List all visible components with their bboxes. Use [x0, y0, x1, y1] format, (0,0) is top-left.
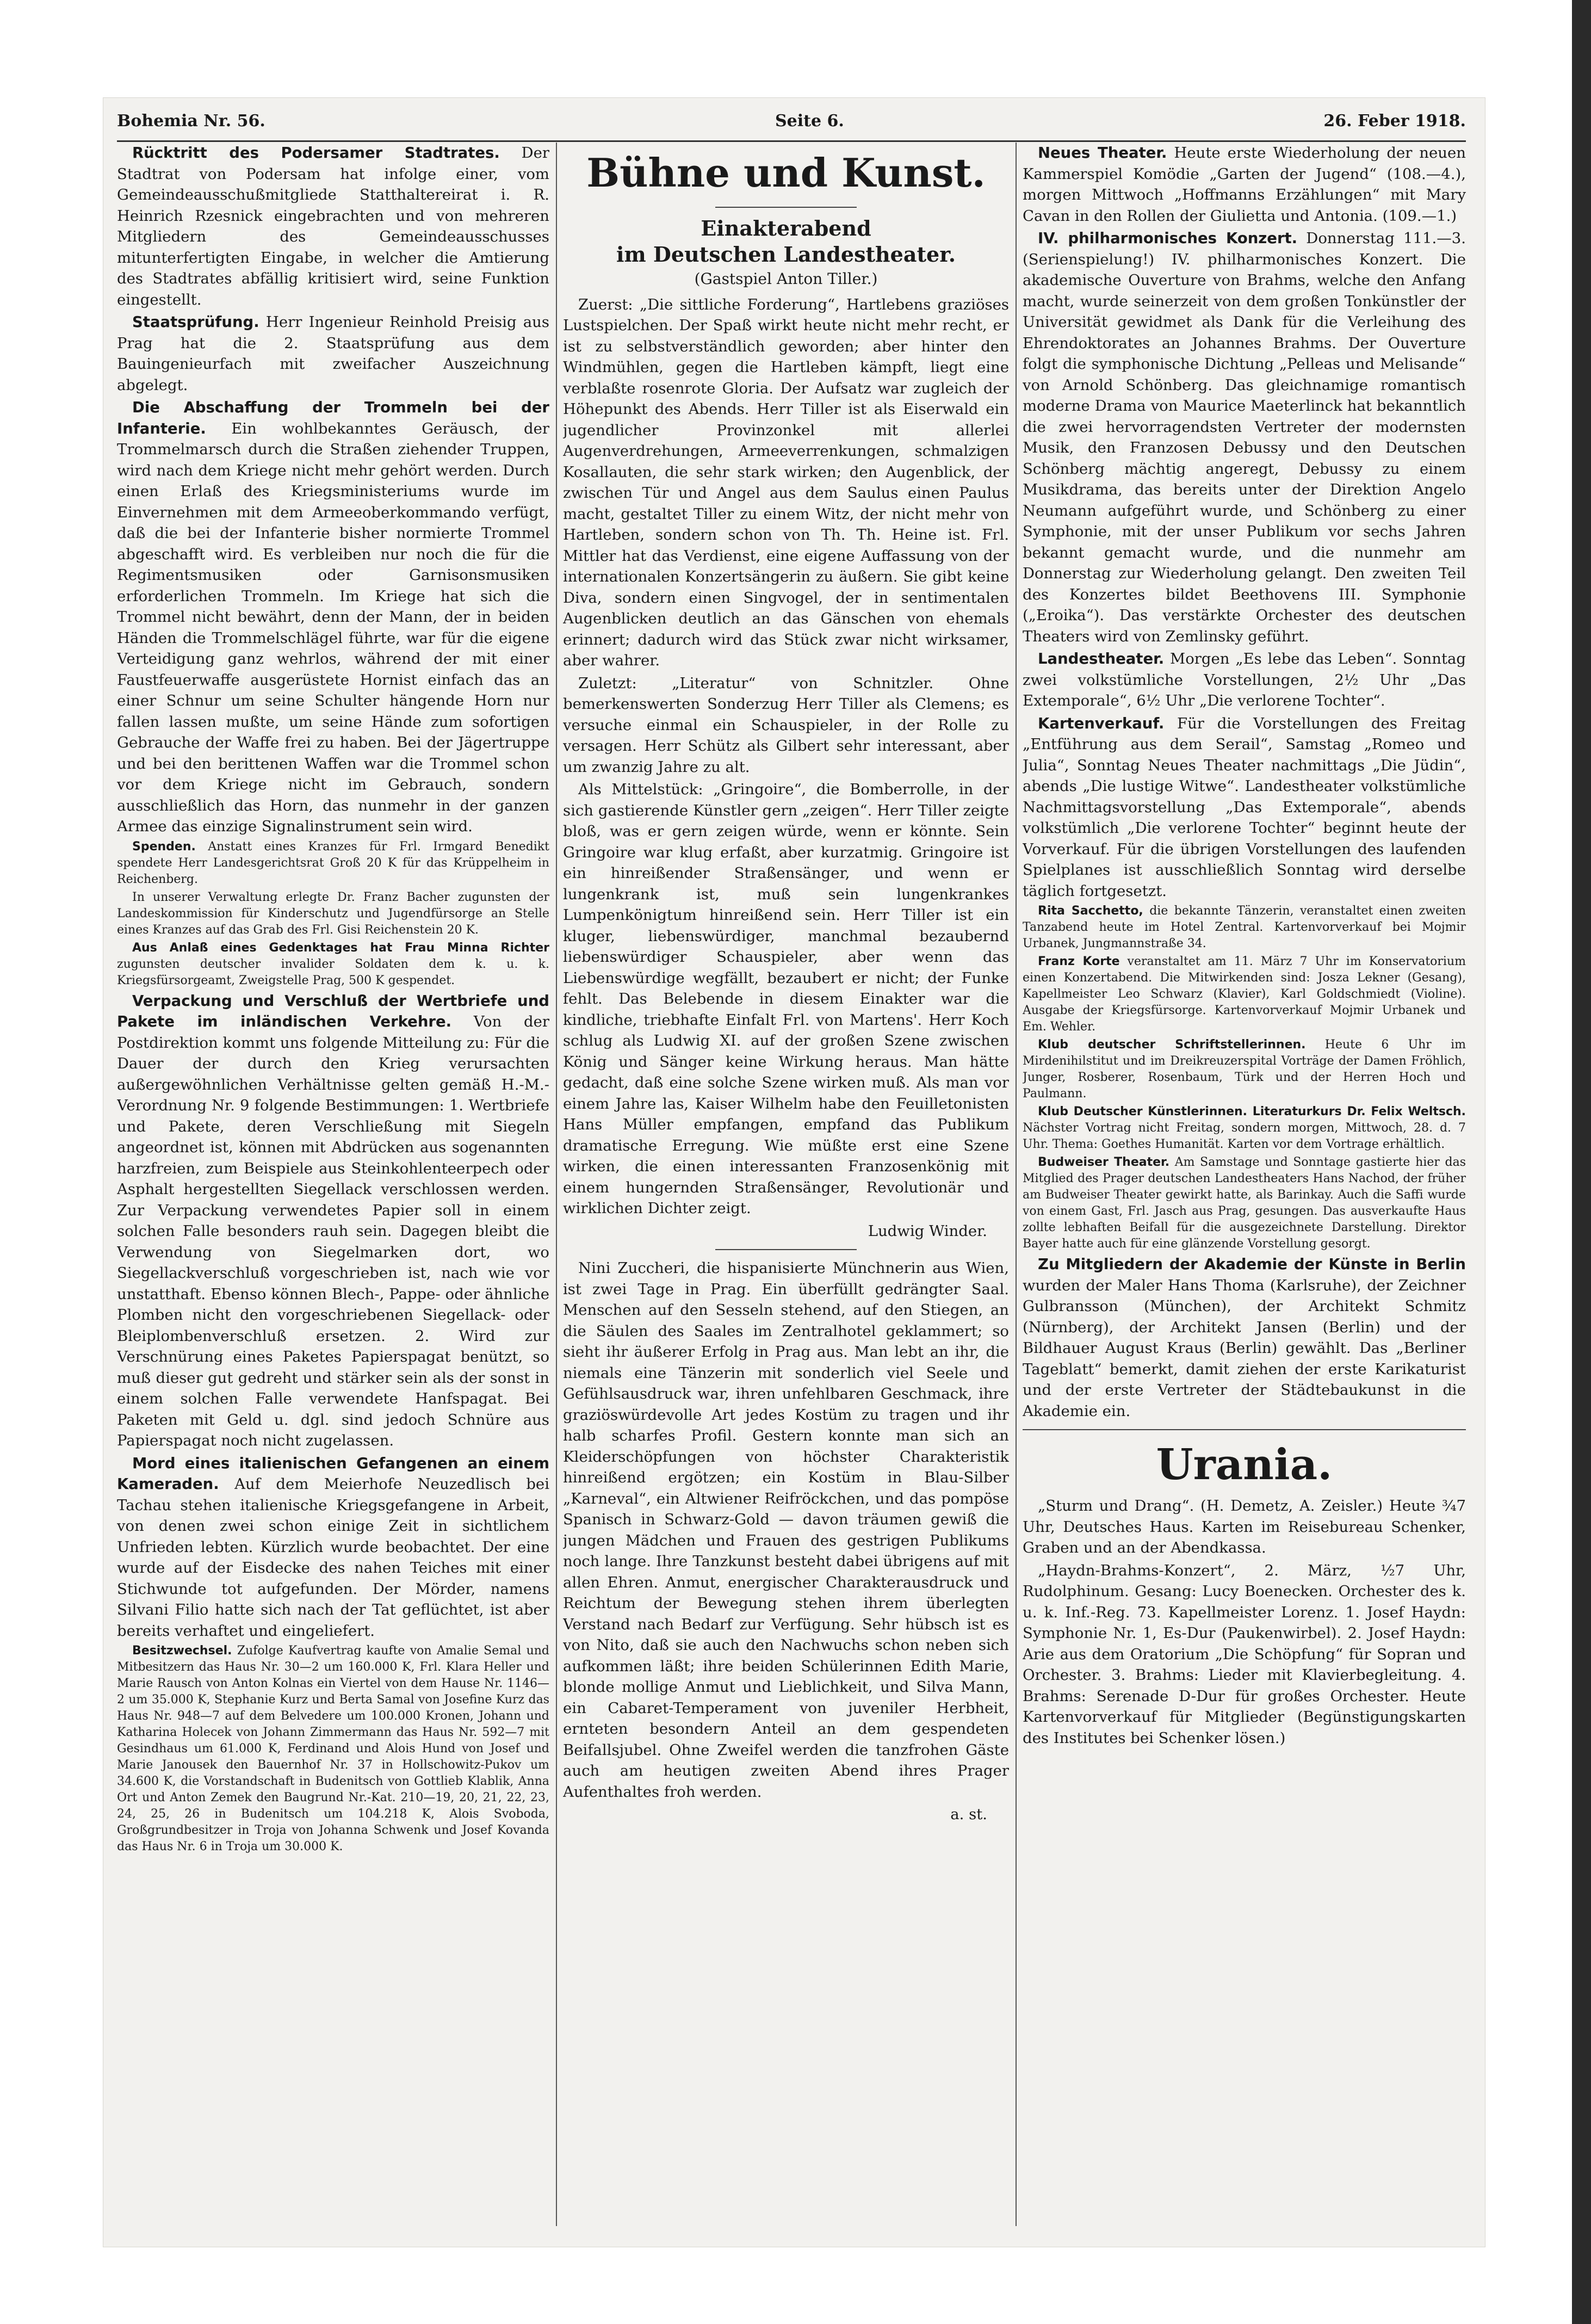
column-theatre-review	[563, 143, 1009, 2226]
article-headline: Klub Deutscher Künstlerinnen. Literaturkurs Dr. Felix Weltsch.	[1038, 1105, 1466, 1118]
article-headline: Landestheater.	[1038, 650, 1165, 667]
article-headline: Rita Sacchetto,	[1038, 904, 1143, 918]
col1-paragraph	[117, 397, 549, 837]
article-headline: Klub deutscher Schriftstellerinnen.	[1038, 1038, 1306, 1052]
article-headline: Mord eines italienischen Gefangenen an einem Kameraden.	[117, 1454, 549, 1493]
article-headline: Budweiser Theater.	[1038, 1155, 1170, 1169]
review-headline: Einakterabend	[701, 216, 871, 240]
col3.paras-paragraph	[1023, 1037, 1466, 1102]
article-headline: Aus Anlaß eines Gedenktages hat Frau Minna Richter	[132, 941, 549, 955]
col3.paras-paragraph	[1023, 143, 1466, 226]
col3.paras-paragraph	[1023, 1154, 1466, 1252]
header-date: 26. Feber 1918.	[1323, 112, 1466, 131]
article-text: Von der Postdirektion kommt uns folgende Mitteilung zu: Für die Dauer der durch den Krieg verursachten außergewöhnlichen Verhältnisse gelten gemäß H.-M.-Verordnung Nr. 9 folgende Bestimmungen: 1. Wertbriefe und Pakete, deren Verschließung mit Siegeln angeordnet ist, können mit Abdrücken aus sogenannten harzfreien, zum Beispiele aus Steinkohlenteerpech oder Asphalt hergestellten Siegellack verschlossen werden. Zur Verpackung verwendetes Papier soll in einem solchen Falle besonders rauh sein. Dagegen bleibt die Verwendung von Siegelmarken dort, wo Siegellackverschluß vorgeschrieben ist, nach wie vor unstatthaft. Ebenso können Blech-, Pappe- oder ähnliche Plomben nicht den vorgeschriebenen Siegellack- oder Bleiplombenverschluß ersetzen. 2. Wird zur Verschnürung eines Paketes Papierspagat benützt, so muß dieser gut gedreht und stärker sein als der sonst in einem solchen Falle verwendete Hanfspagat. Bei Paketen mit Geld u. dgl. sind jedoch Schnüre aus Papierspagat noch nicht zugelassen.	[117, 1013, 549, 1449]
col2.paras2-paragraph: Nini Zuccheri, die hispanisierte Münchnerin aus Wien, ist zwei Tage in Prag. Ein überfüllt gedrängter Saal. Menschen auf den Sesseln stehend, auf den Stiegen, an die Säulen des Saales im Zentralhotel geklammert; so sieht ihr äußerer Erfolg in Prag aus. Man lebt an ihr, die niemals eine Tänzerin mit sonderlich viel Seele und Gefühlsausdruck war, ihren unfehlbaren Geschmack, ihre graziöswürdevolle Art jedes Kostüm zu tragen und ihr halb scharfes Profil. Gestern konnte man sich an Kleiderschöpfungen von höchster Charakteristik hinreißend ergötzen; ein Kostüm in Blau-Silber „Karneval“, ein Altwiener Reifröckchen, und das pompöse Spanisch in Schwarz-Gold — davon träumen gewiß die jungen Mädchen und Frauen des gestrigen Publikums noch lange. Ihre Tanzkunst besteht dabei übrigens auf mit allen Ehren. Anmut, energischer Charakterausdruck und Reichtum der Bewegung stehen ihrem überlegten Verstand nach Bedarf zur Verfügung. Sehr hübsch ist es von Nito, daß sie auch den Nachwuchs schon neben sich aufkommen läßt; ihre beiden Schülerinnen Edith Marie, blonde mollige Anmut und Lieblichkeit, und Silva Mann, ein Cabaret-Temperament von juveniler Herbheit, ernteten besondern Anteil an dem gespendeten Beifallsjubel. Ohne Zweifel werden die tanzfrohen Gäste auch am heutigen zweiten Abend ihres Prager Aufenthaltes froh werden.	[563, 1259, 1009, 1801]
article-headline: Neues Theater.	[1038, 144, 1167, 162]
scan-border	[1572, 0, 1591, 2324]
review-guest-note: (Gastspiel Anton Tiller.)	[694, 270, 878, 288]
article-text: Herr Ingenieur Reinhold Preisig aus Prag hat die 2. Staatsprüfung aus dem Bauingenieurfach mit zweifacher Auszeichnung abgelegt.	[117, 313, 549, 394]
article-headline: Kartenverkauf.	[1038, 714, 1165, 732]
col1-paragraph	[117, 312, 549, 395]
header-page-number: Seite 6.	[775, 112, 844, 131]
article-text: Heute 6 Uhr im Mirdenihilstitut und im Dreikreuzerspital Vorträge der Damen Fröhlich, Junger, Rosberer, Rosenbaum, Türk und der Herren Hoch und Paulmann.	[1023, 1038, 1466, 1101]
col1-paragraph	[117, 839, 549, 888]
article-text: Ein wohlbekanntes Geräusch, der Trommelmarsch durch die Straßen ziehender Truppen, wird nach dem Kriege nicht mehr gehört werden. Durch einen Erlaß des Kriegsministeriums wurde im Einvernehmen mit dem Armeeoberkommando verfügt, daß die bei der Infanterie bisher normierte Trommel abgeschafft wird. Es verbleiben nur noch die für die Regimentsmusiken oder Garnisonsmusiken erforderlichen Trommeln. Im Kriege hat sich die Trommel nicht bewährt, denn der Mann, der in beiden Händen die Trommelschlägel führte, war für die eigene Verteidigung ganz wehrlos, während der mit einer Faustfeuerwaffe ausgerüstete Hornist einfach das an einer Schnur um seine Schulter hängende Horn nur fallen lassen mußte, um seine Hände zum sofortigen Gebrauche der Waffe frei zu haben. Bei der Jägertruppe und bei den berittenen Waffen war die Trommel schon vor dem Kriege nicht im Gebrauch, sondern ausschließlich das Horn, das nunmehr in der ganzen Armee das einzige Signalinstrument sein wird.	[117, 419, 549, 835]
review-signature: Ludwig Winder.	[868, 1222, 987, 1240]
article-headline: IV. philharmonisches Konzert.	[1038, 230, 1298, 247]
col1-paragraph	[117, 991, 549, 1451]
review-subheadline: im Deutschen Landestheater.	[616, 242, 956, 267]
article-headline: Rücktritt des Podersamer Stadtrates.	[132, 144, 500, 162]
urania-body	[1023, 1495, 1466, 1748]
article-headline: Franz Korte	[1038, 955, 1120, 968]
col3.paras-paragraph	[1023, 713, 1466, 902]
urania-title: Urania.	[1156, 1440, 1333, 1489]
article-text: Der Stadtrat von Podersam hat infolge einer, vom Gemeindeausschußmitgliede Statthaltereirat i. R. Heinrich Rzesnick eingebrachten und von mehreren Mitgliedern des Gemeindeausschusses mitunterfertigten Eingabe, in welcher die Amtierung des Stadtrates abfällig kritisiert wird, seine Funktion eingestellt.	[117, 144, 549, 308]
col2.paras-paragraph: Zuletzt: „Literatur“ von Schnitzler. Ohne bemerkenswerten Sonderzug Herr Tiller als Clemens; es versuche einmal ein Schauspieler, in der Rolle zu versagen. Herr Schütz als Gilbert sehr interessant, aber um zwanzig Jahre zu alt.	[563, 674, 1009, 776]
col3.paras-paragraph	[1023, 903, 1466, 952]
article-text: die bekannte Tänzerin, veranstaltet einen zweiten Tanzabend heute im Hotel Zentral. Kartenvorverkauf bei Mojmir Urbanek, Jungmannstraße 34.	[1023, 904, 1466, 950]
header-paper-name: Bohemia Nr. 56.	[117, 112, 265, 131]
title-rule	[715, 207, 857, 208]
col1-paragraph	[117, 1453, 549, 1642]
col1-paragraph	[117, 143, 549, 310]
col3.urania_paras-paragraph: „Haydn-Brahms-Konzert“, 2. März, ½7 Uhr, Rudolphinum. Gesang: Lucy Boenecken. Orchester des k. u. k. Inf.-Reg. 73. Kapellmeister Lorenz. 1. Josef Haydn: Symphonie Nr. 1, Es-Dur (Paukenwirbel). 2. Josef Haydn: Arie aus dem Oratorium „Die Schöpfung“ für Sopran und Orchester. 3. Brahms: Lieder mit Klavierbegleitung. 4. Brahms: Serenade D-Dur für großes Orchester. Heute Kartenvorverkauf für Mitglieder (Begünstigungskarten des Institutes bei Schenker lösen.)	[1023, 1561, 1466, 1747]
article-text: Donnerstag 111.—3. (Serienspielung!) IV. philharmonisches Konzert. Die akademische Ouverture von Brahms, welche den Anfang macht, wurde seinerzeit von dem großen Tonkünstler der Universität gewidmet als Dank für die Verleihung des Ehrendoktorates an Johannes Brahms. Der Ouverture folgt die symphonische Dichtung „Pelleas und Melisande“ von Arnold Schönberg. Das gleichnamige romantisch moderne Drama von Maurice Maeterlinck hat bekanntlich die zwei hervorragendsten Vertreter der modernsten Musik, den Franzosen Debussy und den Deutschen Schönberg mächtig angeregt, Debussy zu einem Musikdrama, das bereits unter der Direktion Angelo Neumann aufgeführt wurde, und Schönberg zu einer Symphonie, mit der unser Publikum vor sechs Jahren bekannt gemacht wurde, und die nunmehr am Donnerstag zur Wiederholung gelangt. Den zweiten Teil des Konzertes bildet Beethovens III. Symphonie („Eroika“). Das verstärkte Orchester des deutschen Theaters wird von Zemlinsky geführt.	[1023, 230, 1466, 645]
review-body	[563, 294, 1009, 1219]
article-text: zugunsten deutscher invalider Soldaten dem k. u. k. Kriegsfürsorgeamt, Zweigstelle Prag, 500 K gespendet.	[117, 957, 549, 987]
col1-paragraph	[117, 940, 549, 989]
header-rule	[117, 140, 1466, 142]
col3.paras-paragraph	[1023, 228, 1466, 647]
page-header	[117, 112, 1466, 144]
section-title: Bühne und Kunst.	[586, 150, 986, 196]
col1-paragraph	[117, 889, 549, 938]
article-text: Zufolge Kaufvertrag kaufte von Amalie Semal und Mitbesitzern das Haus Nr. 30—2 um 160.000 K, Frl. Klara Heller und Marie Rausch von Anton Kolnas ein Viertel von dem Hause Nr. 1146—2 um 35.000 K, Stephanie Kurz und Berta Samal von Josefine Kurz das Haus Nr. 948—7 auf dem Belvedere um 100.000 Kronen, Johann und Katharina Holecek von Johann Zimmermann das Haus Nr. 592—7 mit Gesindhaus um 61.000 K, Ferdinand und Alois Hund von Josef und Marie Janousek den Bauernhof Nr. 37 in Hollschowitz-Pukov um 34.600 K, die Vorstandschaft in Budenitsch von Gottlieb Klablik, Anna Ort und Anton Zemek den Baugrund Nr.-Kat. 210—19, 20, 21, 22, 23, 24, 25, 26 in Budenitsch um 104.218 K, Alois Svoboda, Großgrundbesitzer in Troja von Johanna Schwenk und Josef Kovanda das Haus Nr. 6 in Troja um 30.000 K.	[117, 1644, 549, 1853]
dance-review-signature: a. st.	[950, 1806, 987, 1823]
col2.paras-paragraph: Zuerst: „Die sittliche Forderung“, Hartlebens graziöses Lustspielchen. Der Spaß wirkt heute nicht mehr recht, er ist zu selbstverständlich geworden; aber hinter den Windmühlen, gegen die Hartleben kämpft, liegt eine verblaßte rosenrote Gloria. Der Aufsatz war zugleich der Höhepunkt des Abends. Herr Tiller ist als Eiserwald ein jugendlicher Provinzonkel mit allerlei Augenverdrehungen, Armeeverrenkungen, schmalzigen Kosallauten, die sehr stark wirken; den Augenblick, der zwischen Tür und Angel aus dem Saulus einen Paulus macht, gestaltet Tiller zu einem Witz, der nicht mehr von Hartleben, sondern schon von Th. Th. Heine ist. Frl. Mittler hat das Verdienst, eine eigene Auffassung von der internationalen Konzertsängerin zu äußern. Sie gibt keine Diva, sondern einen Singvogel, der in sentimentalen Augenblicken deutlich an das Gänschen von ehemals erinnert; dadurch wird das Stück zwar nicht wirksamer, aber wahrer.	[563, 295, 1009, 669]
article-headline: Besitzwechsel.	[132, 1644, 232, 1658]
article-text: In unserer Verwaltung erlegte Dr. Franz Bacher zugunsten der Landeskommission für Kinderschutz und Jugendfürsorge an Stelle eines Kranzes auf das Grab des Frl. Gisi Reichenstein 20 K.	[117, 890, 549, 937]
urania-rule	[1023, 1429, 1466, 1430]
col3.urania_paras-paragraph: „Sturm und Drang“. (H. Demetz, A. Zeisler.) Heute ¾7 Uhr, Deutsches Haus. Karten im Reisebureau Schenker, Graben und an der Abendkassa.	[1023, 1497, 1466, 1556]
article-rule	[715, 1249, 857, 1250]
column-local-news	[117, 143, 549, 2226]
article-headline: Verpackung und Verschluß der Wertbriefe und Pakete im inländischen Verkehre.	[117, 992, 549, 1030]
column-announcements	[1023, 143, 1466, 2226]
article-text: Morgen „Es lebe das Leben“. Sonntag zwei volkstümliche Vorstellungen, 2½ Uhr „Das Extemporale“, 6½ Uhr „Die verlorene Tochter“.	[1023, 650, 1466, 709]
article-text: wurden der Maler Hans Thoma (Karlsruhe), der Zeichner Gulbransson (München), der Architekt Schmitz (Nürnberg), der Architekt Jansen (Berlin) und der Bildhauer August Kraus (Berlin) gewählt. Das „Berliner Tageblatt“ bemerkt, damit ziehen der erste Karikaturist und der erste Vertreter der Städtebaukunst in die Akademie ein.	[1023, 1276, 1466, 1420]
article-text: Für die Vorstellungen des Freitag „Entführung aus dem Serail“, Samstag „Romeo und Julia“, Sonntag Neues Theater nachmittags „Die Jüdin“, abends „Die lustige Witwe“. Landestheater volkstümliche Nachmittagsvorstellung „Das Extemporale“, abends volkstümlich „Die verlorene Tochter“ beginnt heute der Vorverkauf. Für die übrigen Vorstellungen des laufenden Spielplanes ist ausschließlich Sonntag wird derselbe täglich fortgesetzt.	[1023, 714, 1466, 900]
col3.paras-paragraph	[1023, 954, 1466, 1035]
article-headline: Staatsprüfung.	[132, 313, 259, 331]
column-rule-1	[556, 143, 557, 2226]
col2.paras-paragraph: Als Mittelstück: „Gringoire“, die Bomberrolle, in der sich gastierende Künstler gern „zeigen“. Herr Tiller zeigte bloß, was er gern zeigen würde, wenn er könnte. Sein Gringoire war klug erfaßt, aber kurzatmig. Gringoire ist ein hinreißender Straßensänger, und wenn er lungenkrank ist, muß sein lungenkrankes Lumpenkönigtum hinreißend sein. Herr Tiller ist ein kluger, liebenswürdiger, manchmal bezaubernd liebenswürdiger Schauspieler, aber wenn das Liebenswürdige wegfällt, bezaubert er nicht; der Funke fehlt. Das Belebende in diesem Einakter war die kindliche, triebhafte Einfalt Frl. von Martens'. Herr Koch schlug als Ludwig XI. auf der großen Szene zwischen König und Sänger keine Wirkung heraus. Man hätte gedacht, daß eine solche Szene wirken muß. Als man vor einem Jahre las, Kaiser Wilhelm habe den Feuilletonisten Hans Müller empfangen, empfand das Publikum dramatische Erregung. Wie müßte erst eine Szene wirken, die einen interessanten Franzosenkönig mit einem hungernden Straßensänger, Revolutionär und wirklichen Dichter zeigt.	[563, 781, 1009, 1217]
article-headline: Die Abschaffung der Trommeln bei der Infanterie.	[117, 399, 549, 437]
announcements-body	[1023, 143, 1466, 1421]
col3.paras-paragraph	[1023, 1254, 1466, 1421]
article-text: Auf dem Meierhofe Neuzedlisch bei Tachau stehen italienische Kriegsgefangene in Arbeit, von denen zwei schon einige Zeit in sichtlichem Unfrieden lebten. Kürzlich wurde beobachtet. Der eine wurde auf der Eisdecke des nahen Teiches mit einer Stichwunde tot aufgefunden. Der Mörder, namens Silvani Filio hatte sich nach der Tat geflüchtet, ist aber bereits verhaftet und eingeliefert.	[117, 1475, 549, 1640]
article-headline: Zu Mitgliedern der Akademie der Künste in Berlin	[1038, 1256, 1466, 1273]
article-text: veranstaltet am 11. März 7 Uhr im Konservatorium einen Konzertabend. Die Mitwirkenden sind: Josza Lekner (Gesang), Kapellmeister Leo Schwarz (Klavier), Karl Goldschmiedt (Violine). Ausgabe der Kriegsfürsorge. Kartenvorverkauf Mojmir Urbanek und Em. Wehler.	[1023, 955, 1466, 1034]
dance-review-body	[563, 1258, 1009, 1802]
article-text: Anstatt eines Kranzes für Frl. Irmgard Benedikt spendete Herr Landesgerichtsrat Groß 20 K für das Krüppelheim in Reichenberg.	[117, 839, 549, 886]
column-rule-2	[1016, 143, 1017, 2226]
article-text: Am Samstage und Sonntage gastierte hier das Mitglied des Prager deutschen Landestheaters Hans Nachod, der früher am Budweiser Theater gewirkt hatte, als Barinkay. Auch die Saffi wurde von einem Gast, Frl. Jasch aus Prag, gesungen. Das ausverkaufte Haus zollte lebhaften Beifall für die ausgezeichnete Darstellung. Direktor Bayer hatte auch für eine glänzende Vorstellung gesorgt.	[1023, 1155, 1466, 1251]
article-headline: Spenden.	[132, 839, 196, 854]
col3.paras-paragraph	[1023, 1104, 1466, 1153]
col3.paras-paragraph	[1023, 648, 1466, 712]
article-text: Nächster Vortrag nicht Freitag, sondern morgen, Mittwoch, 28. d. 7 Uhr. Thema: Goethes Humanität. Karten vor dem Vortrage erhältlich.	[1023, 1121, 1466, 1151]
article-text: Heute erste Wiederholung der neuen Kammerspiel Komödie „Garten der Jugend“ (108.—4.), morgen Mittwoch „Hoffmanns Erzählungen“ mit Mary Cavan in den Rollen der Giulietta und Antonia. (109.—1.)	[1023, 144, 1466, 225]
col1-paragraph	[117, 1643, 549, 1855]
